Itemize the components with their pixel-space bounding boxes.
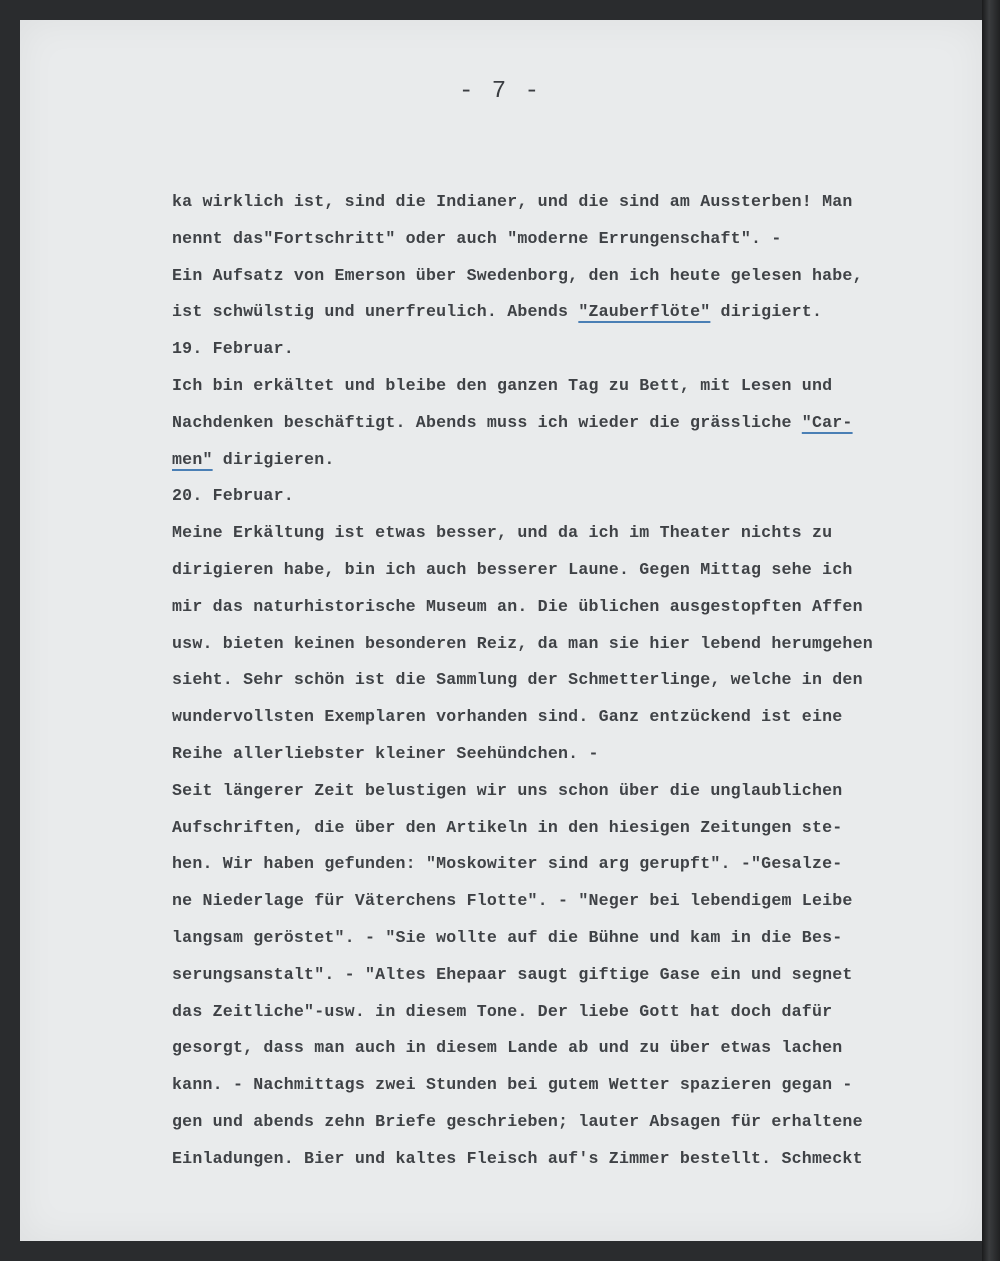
underlined-title-zauberfloete: "Zauberflöte" (578, 302, 711, 322)
date-heading: 20. Februar. (172, 486, 294, 506)
text-line: Aufschriften, die über den Artikeln in den hiesigen Zeitungen ste- (172, 817, 843, 837)
text-fragment: ist schwülstig und unerfreulich. Abends (172, 302, 579, 322)
text-fragment: dirigieren. (212, 449, 335, 469)
text-line: mir das naturhistorische Museum an. Die üblichen ausgestopften Affen (172, 596, 863, 616)
text-line: hen. Wir haben gefunden: "Moskowiter sind arg gerupft". -"Gesalze- (172, 854, 843, 874)
text-line: nennt das"Fortschritt" oder auch "moderne Errungenschaft". - (172, 228, 782, 248)
text-line: sieht. Sehr schön ist die Sammlung der Schmetterlinge, welche in den (172, 670, 863, 690)
text-line: Reihe allerliebster kleiner Seehündchen. - (172, 743, 599, 763)
text-line: gesorgt, dass man auch in diesem Lande ab und zu über etwas lachen (172, 1038, 843, 1058)
scan-background-edge (982, 0, 1000, 1261)
text-line: Meine Erkältung ist etwas besser, und da ich im Theater nichts zu (172, 523, 833, 543)
underlined-title-carmen: "Car- (801, 412, 853, 432)
text-line: usw. bieten keinen besonderen Reiz, da man sie hier lebend herumgehen (172, 633, 873, 653)
date-heading: 19. Februar. (172, 339, 294, 359)
text-fragment: dirigiert. (710, 302, 823, 322)
text-fragment: Nachdenken beschäftigt. Abends muss ich wieder die grässliche (172, 412, 802, 432)
text-line: ne Niederlage für Väterchens Flotte". - "Neger bei lebendigem Leibe (172, 891, 853, 911)
text-line: das Zeitliche"-usw. in diesem Tone. Der liebe Gott hat doch dafür (172, 1001, 833, 1021)
text-line (172, 294, 962, 331)
text-line: Einladungen. Bier und kaltes Fleisch auf's Zimmer bestellt. Schmeckt (172, 1148, 863, 1168)
text-line: Ein Aufsatz von Emerson über Swedenborg, den ich heute gelesen habe, (172, 265, 863, 285)
text-line: ka wirklich ist, sind die Indianer, und die sind am Aussterben! Man (172, 192, 853, 211)
text-line (172, 442, 962, 479)
text-line: kann. - Nachmittags zwei Stunden bei gutem Wetter spazieren gegan - (172, 1075, 853, 1095)
text-line: gen und abends zehn Briefe geschrieben; lauter Absagen für erhaltene (172, 1111, 863, 1131)
text-line: langsam geröstet". - "Sie wollte auf die Bühne und kam in die Bes- (172, 927, 843, 947)
text-line: Ich bin erkältet und bleibe den ganzen Tag zu Bett, mit Lesen und (172, 375, 833, 395)
text-line: Seit längerer Zeit belustigen wir uns schon über die unglaublichen (172, 780, 843, 800)
page-number: - 7 - (458, 78, 541, 105)
text-line (172, 405, 962, 442)
typewritten-body (172, 184, 962, 1178)
text-line: wundervollsten Exemplaren vorhanden sind. Ganz entzückend ist eine (172, 707, 843, 727)
text-line: dirigieren habe, bin ich auch besserer Laune. Gegen Mittag sehe ich (172, 559, 853, 579)
text-line: serungsanstalt". - "Altes Ehepaar saugt giftige Gase ein und segnet (172, 964, 853, 984)
underlined-title-carmen: men" (172, 449, 213, 469)
